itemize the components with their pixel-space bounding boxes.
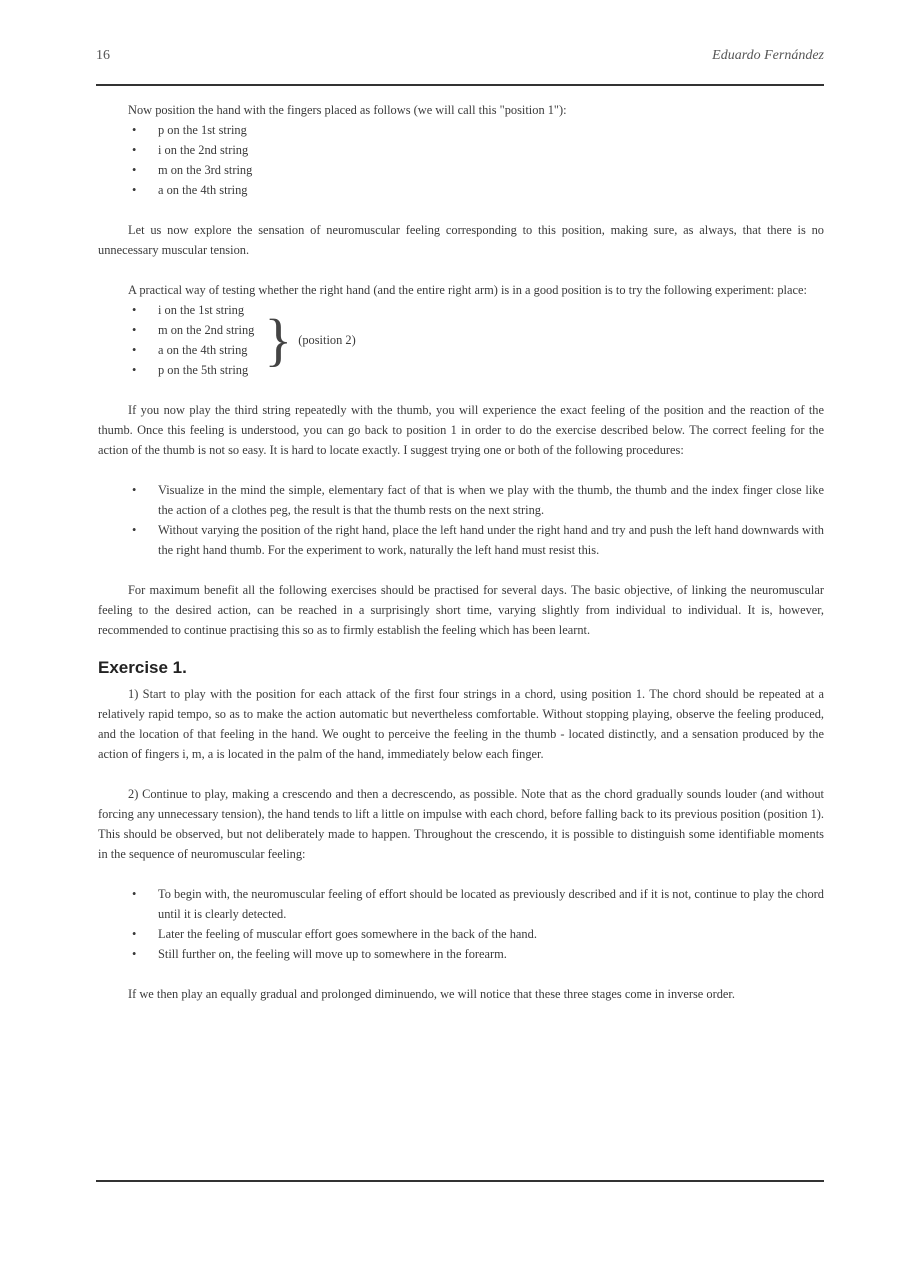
exercise-step-1: 1) Start to play with the position for each attack of the first four strings in a chord, using position 1. The chord should be repeated at a relatively rapid tempo, so as to make the action automatic but nevertheless comfortable. Without stopping playing, observe the feeling produced, and the location of that feeling in the hand. We ought to perceive the feeling in the thumb - located distinctly, and a sensation produced by the action of fingers i, m, a is located in the palm of the hand, immediately below each finger. [98, 687, 824, 761]
running-title: Eduardo Fernández [712, 48, 824, 63]
exercise-heading: Exercise 1. [98, 658, 187, 677]
list-item: • m on the 3rd string [98, 160, 824, 180]
paragraph-4: If you now play the third string repeatedly with the thumb, you will experience the exact feeling of the position and the reaction of the thumb. Once this feeling is understood, you can go back to position 1 in order to do the exercise described below. The correct feeling for the action of the thumb is not so easy. It is hard to locate exactly. I suggest trying one or both of the following procedures: [98, 403, 824, 457]
page-header [96, 48, 824, 64]
header-rule [96, 84, 824, 86]
list-item: • Visualize in the mind the simple, elementary fact of that is when we play with the thumb, the thumb and the index finger close like the action of a clothes peg, the result is that the thumb rests on the next string. [98, 480, 824, 520]
page-body [98, 100, 824, 1004]
final-paragraph: If we then play an equally gradual and prolonged diminuendo, we will notice that these three stages come in inverse order. [128, 987, 735, 1001]
list-item: • m on the 2nd string [98, 320, 254, 340]
list-item: • Later the feeling of muscular effort goes somewhere in the back of the hand. [98, 924, 824, 944]
page-number: 16 [96, 48, 110, 63]
list-item: • p on the 5th string [98, 360, 254, 380]
feeling-stages-list [98, 884, 824, 964]
right-brace-icon: } [264, 307, 293, 372]
position-2-group [98, 300, 824, 380]
finger-list-position-1 [98, 120, 824, 200]
exercise-step-2: 2) Continue to play, making a crescendo and then a decrescendo, as possible. Note that as the chord gradually sounds louder (and without forcing any unnecessary tension), the hand tends to lift a little on impulse with each chord, before falling back to its previous position (position 1). This should be observed, but not deliberately made to happen. Throughout the crescendo, it is possible to distinguish some identifiable moments in the sequence of neuromuscular feeling: [98, 787, 824, 861]
list-item: • a on the 4th string [98, 340, 254, 360]
procedure-list [98, 480, 824, 560]
list-item: • a on the 4th string [98, 180, 824, 200]
list-item: • i on the 1st string [98, 300, 254, 320]
list-item: • p on the 1st string [98, 120, 824, 140]
list-item: • Still further on, the feeling will move up to somewhere in the forearm. [98, 944, 824, 964]
list-item: • To begin with, the neuromuscular feeling of effort should be located as previously described and if it is not, continue to play the chord until it is clearly detected. [98, 884, 824, 924]
list-item: • Without varying the position of the right hand, place the left hand under the right hand and try and push the left hand downwards with the right hand thumb. For the experiment to work, naturally the left hand must resist this. [98, 520, 824, 560]
finger-list-position-2 [98, 300, 254, 380]
list-item: • i on the 2nd string [98, 140, 824, 160]
paragraph-3: A practical way of testing whether the right hand (and the entire right arm) is in a good position is to try the following experiment: place: [128, 283, 807, 297]
footer-rule [96, 1180, 824, 1182]
paragraph-5: For maximum benefit all the following exercises should be practised for several days. The basic objective, of linking the neuromuscular feeling to the desired action, can be reached in a surprisingly short time, varying slightly from individual to individual. It is, however, recommended to continue practising this so as to firmly establish the feeling which has been learnt. [98, 583, 824, 637]
position-2-label: (position 2) [298, 333, 356, 347]
intro-paragraph: Now position the hand with the fingers placed as follows (we will call this "position 1"): [128, 103, 567, 117]
paragraph-2: Let us now explore the sensation of neuromuscular feeling corresponding to this position, making sure, as always, that there is no unnecessary muscular tension. [98, 223, 824, 257]
